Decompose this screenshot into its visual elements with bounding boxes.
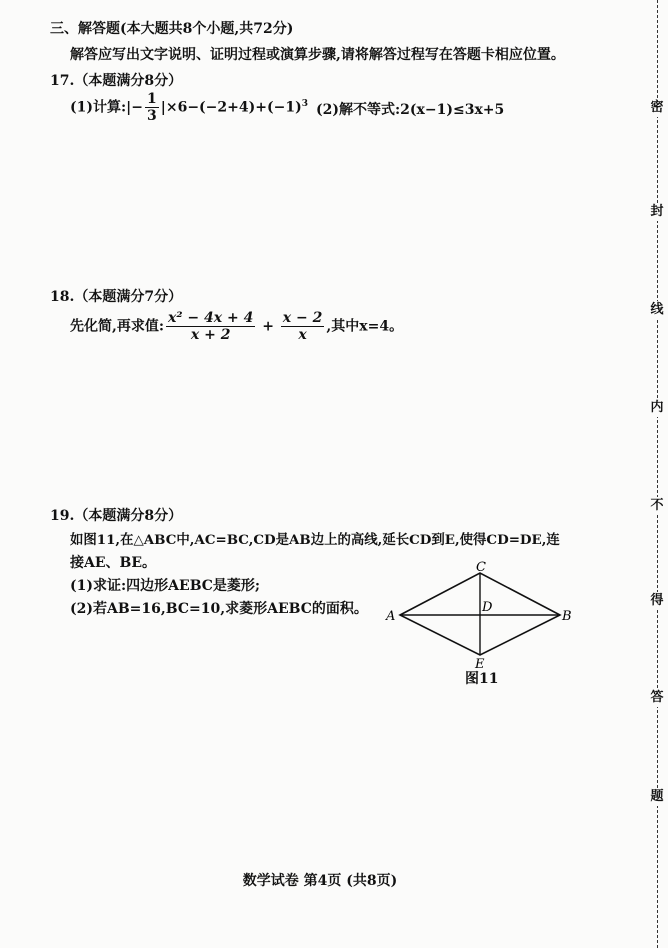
seal-char: 线 — [646, 301, 668, 319]
label-c: C — [476, 560, 486, 575]
q18-frac2-num: x − 2 — [282, 310, 323, 326]
section-title: 三、解答题(本大题共8个小题,共72分) — [50, 21, 294, 37]
seal-char: 密 — [646, 99, 668, 117]
q19-line1: 如图11,在△ABC中,AC=BC,CD是AB边上的高线,延长CD到E,使得CD=DE,连 — [70, 532, 560, 548]
q18-body — [70, 310, 403, 343]
q17-part1-abs-open: |− — [126, 99, 143, 116]
q18-header: 18.（本题满分7分） — [50, 289, 183, 305]
q17-part1-rest: |×6−(−2+4)+(−1) — [160, 99, 302, 116]
page-footer: 数学试卷 第4页 (共8页) — [242, 873, 398, 889]
q18-frac1-num: x² − 4x + 4 — [168, 310, 254, 326]
q17-header: 17.（本题满分8分） — [50, 73, 183, 89]
q18-suffix: ,其中x=4。 — [326, 318, 404, 335]
q17-frac-num: 1 — [147, 91, 157, 107]
q17-part2-prefix: (2)解不等式: — [316, 102, 401, 118]
q17-part1 — [70, 91, 308, 124]
label-a: A — [386, 609, 396, 624]
q17-part1-prefix: (1)计算: — [70, 99, 127, 116]
q18-frac1-den: x + 2 — [190, 327, 231, 343]
seal-char: 封 — [646, 203, 668, 221]
label-d: D — [482, 600, 493, 615]
q19-part2: (2)若AB=16,BC=10,求菱形AEBC的面积。 — [70, 601, 368, 617]
seal-char: 得 — [646, 592, 668, 610]
q17-part2-expr: 2(x−1)≤3x+5 — [400, 102, 505, 118]
q18-frac2-den: x — [298, 327, 307, 343]
label-e: E — [475, 657, 485, 672]
section-instruction: 解答应写出文字说明、证明过程或演算步骤,请将解答过程写在答题卡相应位置。 — [70, 47, 565, 63]
q18-plus: + — [262, 318, 274, 335]
q18-fraction-1 — [166, 310, 255, 343]
q18-fraction-2 — [281, 310, 325, 343]
label-b: B — [562, 609, 572, 624]
q19-header: 19.（本题满分8分） — [50, 508, 183, 524]
q18-prefix: 先化简,再求值: — [70, 318, 165, 335]
q19-part1: (1)求证:四边形AEBC是菱形; — [70, 578, 261, 594]
seal-char: 不 — [646, 497, 668, 515]
seal-char: 答 — [646, 689, 668, 707]
q17-part1-exp: 3 — [301, 98, 308, 109]
seal-char: 题 — [646, 788, 668, 806]
q19-line2: 接AE、BE。 — [70, 555, 157, 571]
figure-caption: 图11 — [465, 671, 499, 687]
q17-part2 — [316, 99, 504, 119]
q17-frac-den: 3 — [147, 108, 157, 124]
q17-fraction — [145, 91, 159, 124]
seal-char: 内 — [646, 399, 668, 417]
